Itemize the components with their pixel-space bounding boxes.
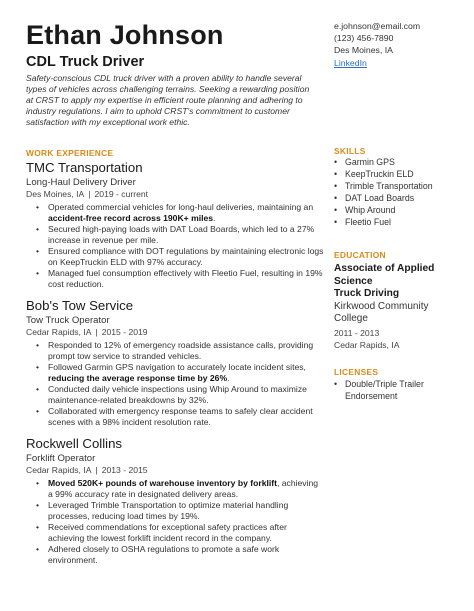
work-experience-heading: WORK EXPERIENCE (26, 148, 114, 158)
skill-item: • Trimble Transportation (334, 180, 464, 192)
job-bullets (26, 478, 324, 566)
list-item: • Moved 520K+ pounds of warehouse inventory by forklift, achieving a 99% accuracy rate in designated delivery areas. (26, 478, 324, 500)
job-title: Tow Truck Operator (26, 315, 110, 326)
license-item: • Double/Triple Trailer Endorsement (334, 379, 464, 402)
summary-text: Safety-conscious CDL truck driver with a proven ability to handle several types of vehicles across challenging terrains. Seeking a rewarding position at CRST to apply my expertise in efficient route planning and adhering to industry regulations. I aim to uphold CRST's commitment to customer satisfaction with my exceptional work ethic. (26, 73, 310, 127)
education-dates: 2011 - 2013 (334, 327, 380, 338)
candidate-role: CDL Truck Driver (26, 54, 145, 70)
list-item: • Operated commercial vehicles for long-haul deliveries, maintaining an accident-free record across 190K+ miles. (26, 202, 324, 224)
list-item: • Collaborated with emergency response teams to safely clear accident scenes with a 98% incident resolution rate. (26, 406, 324, 428)
degree: Associate of Applied Science (334, 263, 435, 287)
list-item: • Received commendations for exceptional safety practices after achieving the lowest forklift incident record in the company. (26, 522, 324, 544)
job-title: Forklift Operator (26, 453, 96, 464)
job-dates: 2015 - 2019 (101, 327, 148, 337)
job-location: Cedar Rapids, IA (26, 465, 92, 475)
list-item: • Followed Garmin GPS navigation to accurately locate incident sites, reducing the average response time by 26%. (26, 362, 324, 384)
education-location: Cedar Rapids, IA (334, 339, 400, 350)
company-name: Rockwell Collins (26, 436, 123, 451)
licenses-list (334, 379, 464, 402)
contact-email[interactable]: e.johnson@email.com (334, 21, 421, 31)
list-item: • Ensured compliance with DOT regulations by maintaining electronic logs on KeepTruckin ELD with 97% accuracy. (26, 246, 324, 268)
list-item: • Secured high-paying loads with DAT Load Boards, which led to a 27% increase in revenue per mile. (26, 224, 324, 246)
skills-heading: SKILLS (334, 146, 366, 156)
job-meta: Cedar Rapids, IA | 2015 - 2019 (26, 327, 148, 337)
education-heading: EDUCATION (334, 250, 386, 260)
skills-list (334, 156, 464, 228)
job-title: Long-Haul Delivery Driver (26, 177, 136, 188)
job-entry (26, 436, 324, 566)
company-name: Bob's Tow Service (26, 298, 134, 313)
job-entry (26, 160, 324, 290)
list-item: • Responded to 12% of emergency roadside assistance calls, providing prompt tow service to stranded vehicles. (26, 340, 324, 362)
job-bullets (26, 340, 324, 428)
list-item: • Managed fuel consumption effectively with Fleetio Fuel, resulting in 19% cost reduction. (26, 268, 324, 290)
contact-block (334, 20, 464, 69)
job-location: Cedar Rapids, IA (26, 327, 92, 337)
list-item: • Conducted daily vehicle inspections using Whip Around to maximize maintenance-related breakdowns by 32%. (26, 384, 324, 406)
skill-item: • KeepTruckin ELD (334, 168, 464, 180)
education-block (334, 263, 464, 350)
job-entry (26, 298, 324, 428)
list-item: • Adhered closely to OSHA regulations to promote a safe work environment. (26, 544, 324, 566)
company-name: TMC Transportation (26, 160, 143, 175)
licenses-heading: LICENSES (334, 367, 379, 377)
candidate-name: Ethan Johnson (26, 20, 224, 50)
school-name: Kirkwood Community College (334, 300, 429, 324)
field-of-study: Truck Driving (334, 288, 400, 299)
job-meta: Cedar Rapids, IA | 2013 - 2015 (26, 465, 148, 475)
skill-item: • Fleetio Fuel (334, 216, 464, 228)
contact-location: Des Moines, IA (334, 45, 393, 56)
linkedin-link[interactable]: LinkedIn (334, 57, 367, 68)
job-dates: 2019 - current (94, 189, 149, 199)
skill-item: • Whip Around (334, 204, 464, 216)
skill-item: • DAT Load Boards (334, 192, 464, 204)
job-location: Des Moines, IA (26, 189, 85, 199)
job-bullets (26, 202, 324, 290)
list-item: • Leveraged Trimble Transportation to optimize material handling processes, reducing load times by 19%. (26, 500, 324, 522)
job-meta: Des Moines, IA | 2019 - current (26, 189, 149, 199)
skill-item: • Garmin GPS (334, 156, 464, 168)
job-dates: 2013 - 2015 (101, 465, 148, 475)
contact-phone: (123) 456-7890 (334, 33, 394, 44)
